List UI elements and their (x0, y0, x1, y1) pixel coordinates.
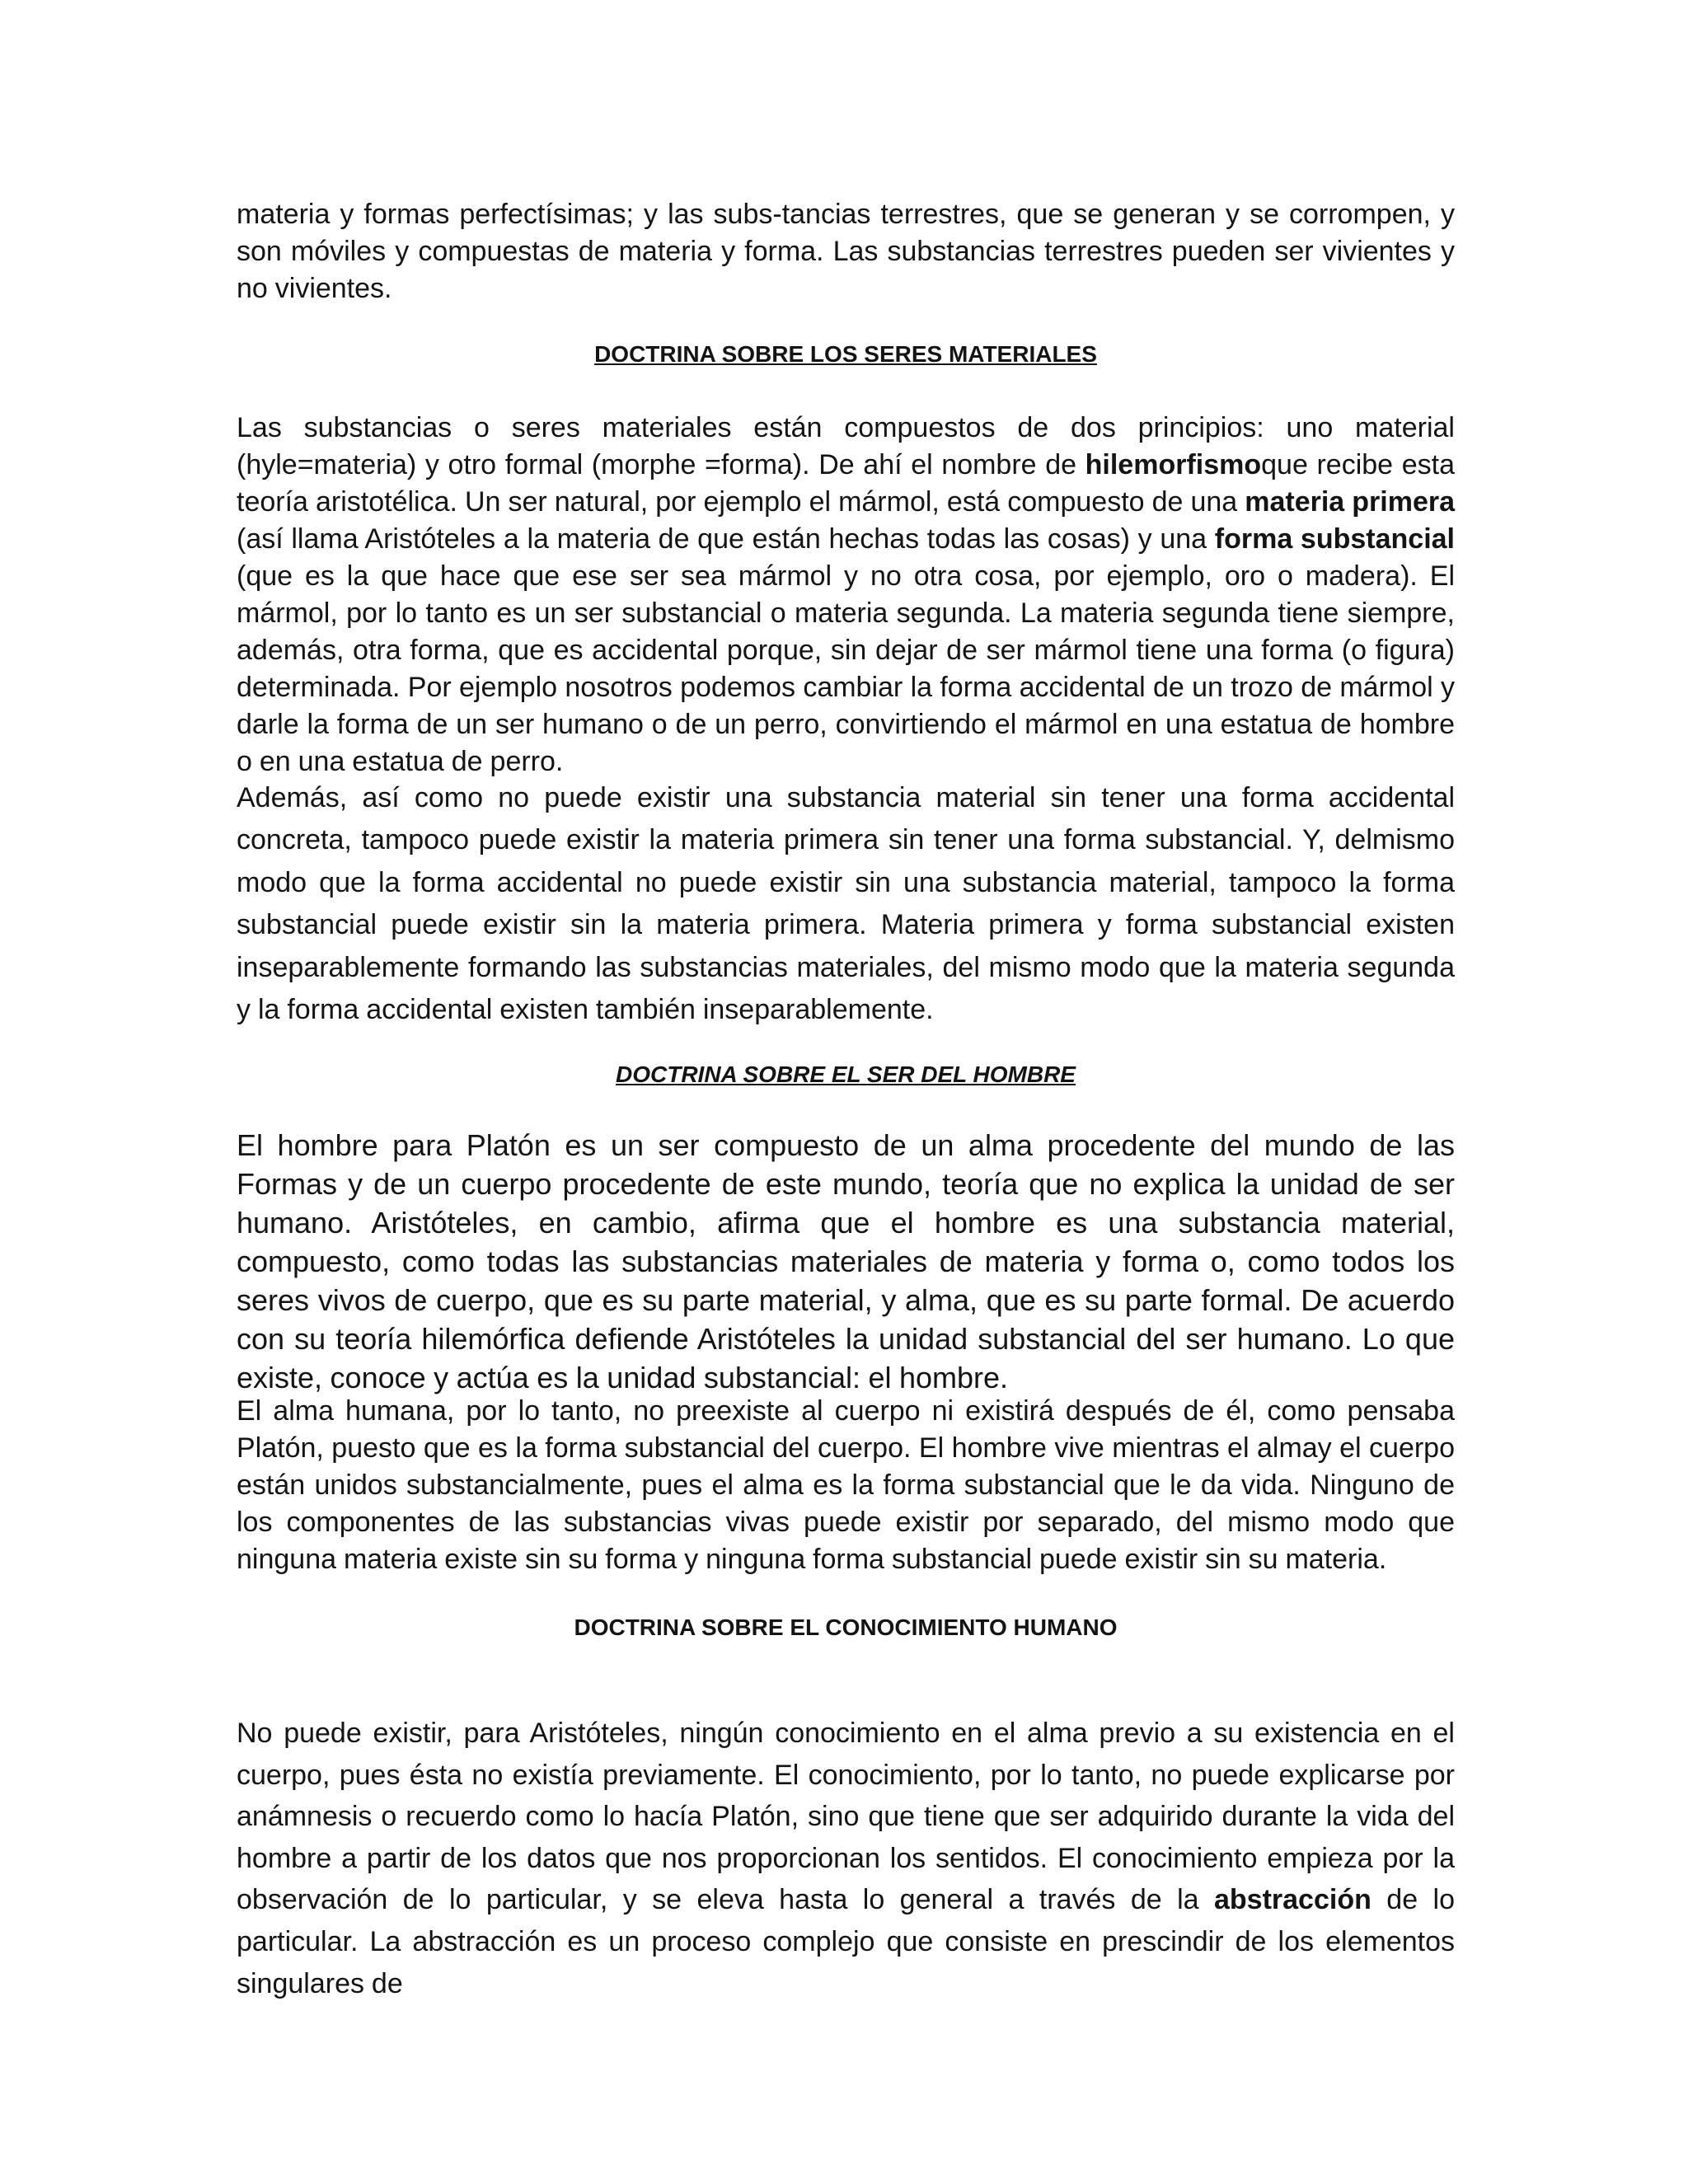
bold-term-materia-primera: materia primera (1245, 486, 1455, 518)
paragraph-hombre: El hombre para Platón es un ser compuesto de un alma procedente del mundo de las Formas y de un cuerpo procedente de este mundo, teoría que no explica la unidad de ser humano. Aristóteles, en cambio, afirma que el hombre es una substancia material, compuesto, como todas las substancias materiales de materia y forma o, como todos los seres vivos de cuerpo, que es su parte material, y alma, que es su parte formal. De acuerdo con su teoría hilemórfica defiende Aristóteles la unidad substancial del ser humano. Lo que existe, conoce y actúa es la unidad substancial: el hombre. (237, 1128, 1455, 1394)
text-run: (que es la que hace que ese ser sea mármol y no otra cosa, por ejemplo, oro o madera). El mármol, por lo tanto es un ser substancial o materia segunda. La materia segunda tiene siempre, además, otra forma, que es accidental porque, sin dejar de ser mármol tiene una forma (o figura) determinada. Por ejemplo nosotros podemos cambiar la forma accidental de un trozo de mármol y darle la forma de un ser humano o de un perro, convirtiendo el mármol en una estatua de hombre o en una estatua de perro. (237, 560, 1455, 777)
bold-term-forma-substancial: forma substancial (1214, 523, 1456, 555)
text-run: de lo particular. La abstracción es un proceso complejo que consiste en prescindir de los elementos singulares de (237, 1884, 1455, 1999)
text-run: (así llama Aristóteles a la materia de que están hechas todas las cosas) y una (237, 523, 1215, 555)
text-run: No puede existir, para Aristóteles, ningún conocimiento en el alma previo a su existencia en el cuerpo, pues ésta no existía previamente. El conocimiento, por lo tanto, no puede explicarse por anámnesis o recuerdo como lo hacía Platón, sino que tiene que ser adquirido durante la vida del hombre a partir de los datos que nos proporcionan los sentidos. El conocimiento empieza por la observación de lo particular, y se eleva hasta lo general a través de la (237, 1718, 1455, 1916)
paragraph-hilemorfismo (237, 410, 1455, 780)
heading-conocimiento-humano: DOCTRINA SOBRE EL CONOCIMIENTO HUMANO (574, 1615, 1118, 1640)
text-run: Las substancias o seres materiales están compuestos de dos principios: uno material (hyle=materia) y otro formal (morphe =forma). De ahí el nombre de (237, 412, 1455, 480)
paragraph-inseparables: Además, así como no puede existir una substancia material sin tener una forma accidental concreta, tampoco puede existir la materia primera sin tener una forma substancial. Y, delmismo modo que la forma accidental no puede existir sin una substancia material, tampoco la forma substancial puede existir sin la materia primera. Materia primera y forma substancial existen inseparablemente formando las substancias materiales, del mismo modo que la materia segunda y la forma accidental existen también inseparablemente. (237, 782, 1455, 1026)
heading-seres-materiales: DOCTRINA SOBRE LOS SERES MATERIALES (594, 341, 1097, 367)
heading-ser-del-hombre: DOCTRINA SOBRE EL SER DEL HOMBRE (616, 1062, 1076, 1087)
bold-term-abstraccion: abstracción (1214, 1884, 1372, 1916)
paragraph-alma: El alma humana, por lo tanto, no preexiste al cuerpo ni existirá después de él, como pensaba Platón, puesto que es la forma substancial del cuerpo. El hombre vive mientras el almay el cuerpo están unidos substancialmente, pues el alma es la forma substancial que le da vida. Ninguno de los componentes de las substancias vivas puede existir por separado, del mismo modo que ninguna materia existe sin su forma y ninguna forma substancial puede existir sin su materia. (237, 1395, 1455, 1575)
text-run: que recibe esta teoría aristotélica. Un ser natural, por ejemplo el mármol, está compuesto de una (237, 449, 1455, 518)
paragraph-intro: materia y formas perfectísimas; y las subs-tancias terrestres, que se generan y se corrompen, y son móviles y compuestas de materia y forma. Las substancias terrestres pueden ser vivientes y no vivientes. (237, 199, 1455, 304)
paragraph-conocimiento (237, 1713, 1455, 2004)
bold-term-hilemorfismo: hilemorfismo (1085, 449, 1262, 480)
